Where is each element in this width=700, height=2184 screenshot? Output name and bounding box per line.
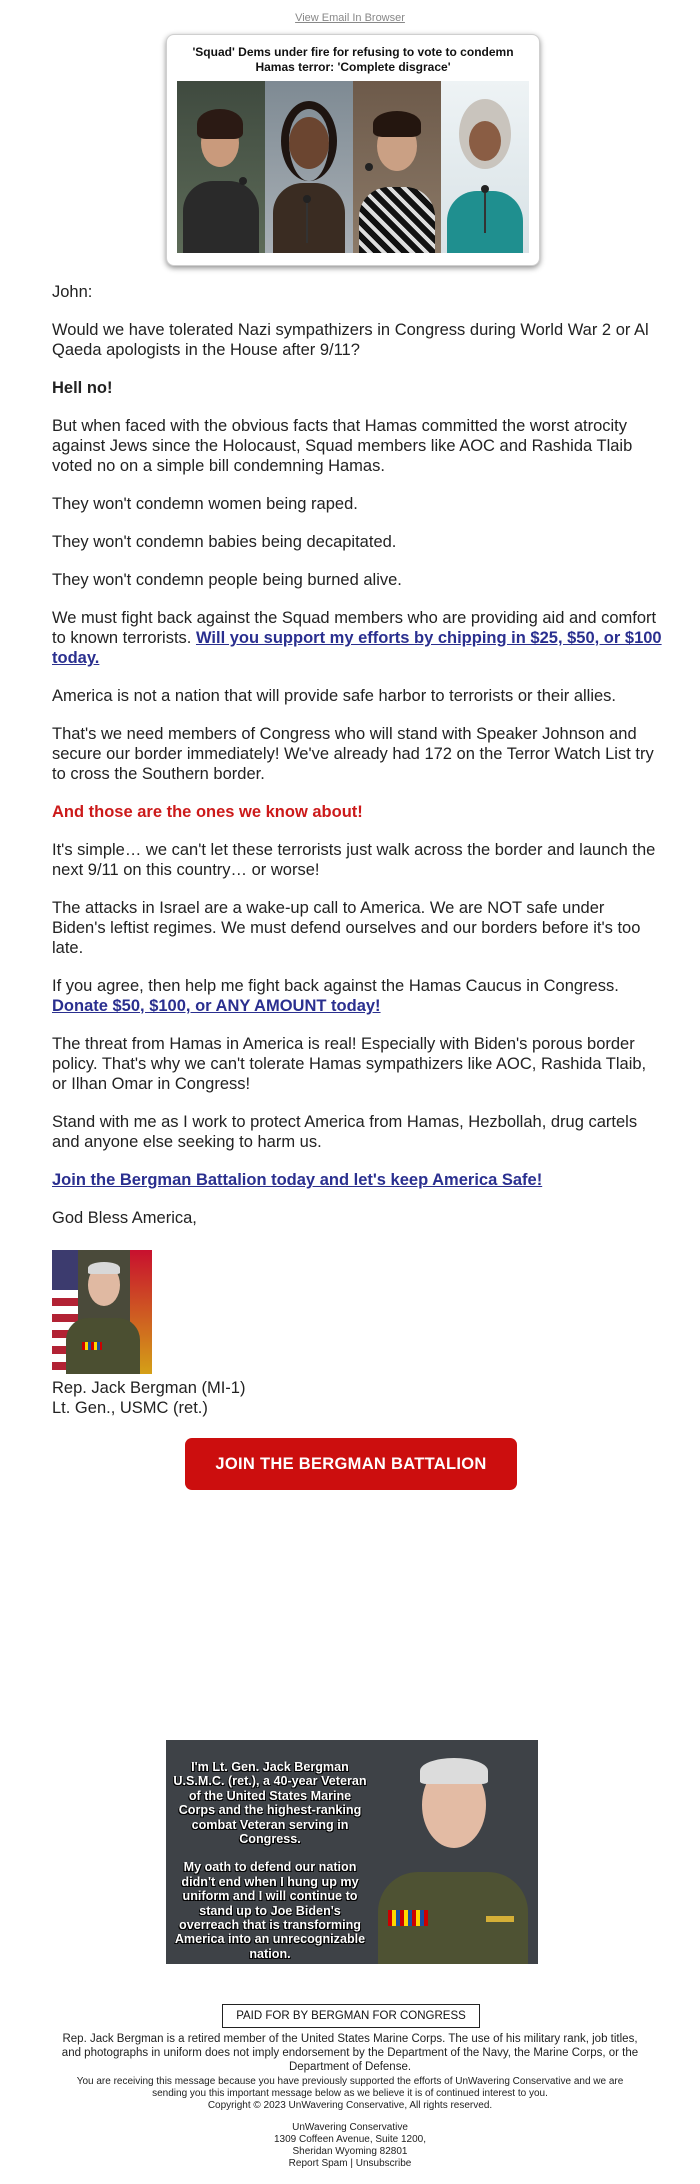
signature-title: Lt. Gen., USMC (ret.) xyxy=(52,1399,208,1417)
paragraph-13 xyxy=(52,976,662,1016)
footer-links xyxy=(60,2158,640,2170)
org-address xyxy=(60,2122,640,2170)
signature-name: Rep. Jack Bergman (MI-1) xyxy=(52,1379,246,1397)
closing: God Bless America, xyxy=(52,1209,197,1227)
header-news-image[interactable] xyxy=(166,34,540,266)
promo-banner[interactable] xyxy=(166,1740,538,1964)
paragraph-10-alert: And those are the ones we know about! xyxy=(52,803,363,821)
squad-photo-3 xyxy=(353,81,441,253)
paragraph-1: Would we have tolerated Nazi sympathizers in Congress during World War 2 or Al Qaeda apologists in the House after 9/11? xyxy=(52,321,649,359)
join-battalion-button[interactable]: JOIN THE BERGMAN BATTALION xyxy=(185,1438,517,1490)
promo-text-1: I'm Lt. Gen. Jack Bergman U.S.M.C. (ret.), a 40-year Veteran of the United States Marine Corps and the highest-ranking combat Veteran serving in Congress. xyxy=(173,1760,367,1847)
unsubscribe-link[interactable]: Unsubscribe xyxy=(355,2158,412,2169)
address-line-2: Sheridan Wyoming 82801 xyxy=(292,2146,408,2157)
paragraph-3: But when faced with the obvious facts that Hamas committed the worst atrocity against Jews since the Holocaust, Squad members like AOC and Rashida Tlaib voted no on a simple bill condemning Hamas. xyxy=(52,417,633,475)
paragraph-5: They won't condemn babies being decapitated. xyxy=(52,533,397,551)
copyright: Copyright © 2023 UnWavering Conservative, All rights reserved. xyxy=(207,2100,493,2111)
report-spam-link[interactable]: Report Spam xyxy=(288,2158,348,2169)
greeting: John: xyxy=(52,283,93,301)
paragraph-11: It's simple… we can't let these terrorists just walk across the border and launch the next 9/11 on this country… or worse! xyxy=(52,841,656,879)
squad-photo-4 xyxy=(441,81,529,253)
paragraph-8: America is not a nation that will provide safe harbor to terrorists or their allies. xyxy=(52,687,616,705)
squad-photo-2 xyxy=(265,81,353,253)
headline-line-2: Hamas terror: 'Complete disgrace' xyxy=(255,60,451,74)
paragraph-16 xyxy=(52,1170,662,1190)
paragraph-9: That's we need members of Congress who will stand with Speaker Johnson and secure our border immediately! We've already had 172 on the Terror Watch List try to cross the Southern border. xyxy=(52,725,654,783)
paragraph-7-text: We must fight back against the Squad members who are providing aid and comfort to known terrorists. xyxy=(52,609,657,647)
subscription-notice: You are receiving this message because you have previously supported the efforts of UnWavering Conservative and we are sending you this important message below as we believe it is of continued interest to you. xyxy=(76,2076,624,2099)
email-body xyxy=(52,282,662,1228)
donate-link-1[interactable]: Will you support my efforts by chipping in $25, $50, or $100 today. xyxy=(52,629,662,667)
paragraph-6: They won't condemn people being burned alive. xyxy=(52,571,402,589)
headline-line-1: 'Squad' Dems under fire for refusing to vote to condemn xyxy=(192,45,514,59)
news-headline xyxy=(167,45,539,75)
join-battalion-link[interactable]: Join the Bergman Battalion today and let's keep America Safe! xyxy=(52,1171,543,1189)
squad-photo-1 xyxy=(177,81,265,253)
paragraph-7 xyxy=(52,608,662,668)
paragraph-2: Hell no! xyxy=(52,379,113,397)
view-in-browser xyxy=(0,12,700,24)
view-in-browser-link[interactable]: View Email In Browser xyxy=(295,12,405,24)
paragraph-14: The threat from Hamas in America is real! Especially with Biden's porous border policy. That's why we can't tolerate Hamas sympathizers like AOC, Rashida Tlaib, or Ilhan Omar in Congress! xyxy=(52,1035,647,1093)
promo-text xyxy=(172,1760,368,1964)
link-separator: | xyxy=(347,2158,356,2169)
military-disclaimer: Rep. Jack Bergman is a retired member of the United States Marine Corps. The use of his military rank, job titles, and photographs in uniform does not imply endorsement by the Department of the Navy, the Marine Corps, or the Department of Defense. xyxy=(61,2033,639,2073)
donate-link-2[interactable]: Donate $50, $100, or ANY AMOUNT today! xyxy=(52,997,381,1015)
org-name: UnWavering Conservative xyxy=(292,2122,408,2133)
paragraph-4: They won't condemn women being raped. xyxy=(52,495,358,513)
paragraph-15: Stand with me as I work to protect America from Hamas, Hezbollah, drug cartels and anyone else seeking to harm us. xyxy=(52,1113,638,1151)
signature xyxy=(52,1378,245,1418)
paid-for-disclaimer: PAID FOR BY BERGMAN FOR CONGRESS xyxy=(222,2004,480,2028)
paragraph-13-text: If you agree, then help me fight back against the Hamas Caucus in Congress. xyxy=(52,977,619,995)
address-line-1: 1309 Coffeen Avenue, Suite 1200, xyxy=(274,2134,426,2145)
bergman-portrait xyxy=(52,1250,152,1374)
promo-text-2: My oath to defend our nation didn't end when I hung up my uniform and I will continue to stand up to Joe Biden's overreach that is transforming America into an unrecognizable nation. xyxy=(174,1860,366,1961)
promo-portrait xyxy=(368,1740,538,1964)
photo-strip xyxy=(177,81,529,253)
paragraph-12: The attacks in Israel are a wake-up call to America. We are NOT safe under Biden's leftist regimes. We must defend ourselves and our borders before it's too late. xyxy=(52,899,641,957)
